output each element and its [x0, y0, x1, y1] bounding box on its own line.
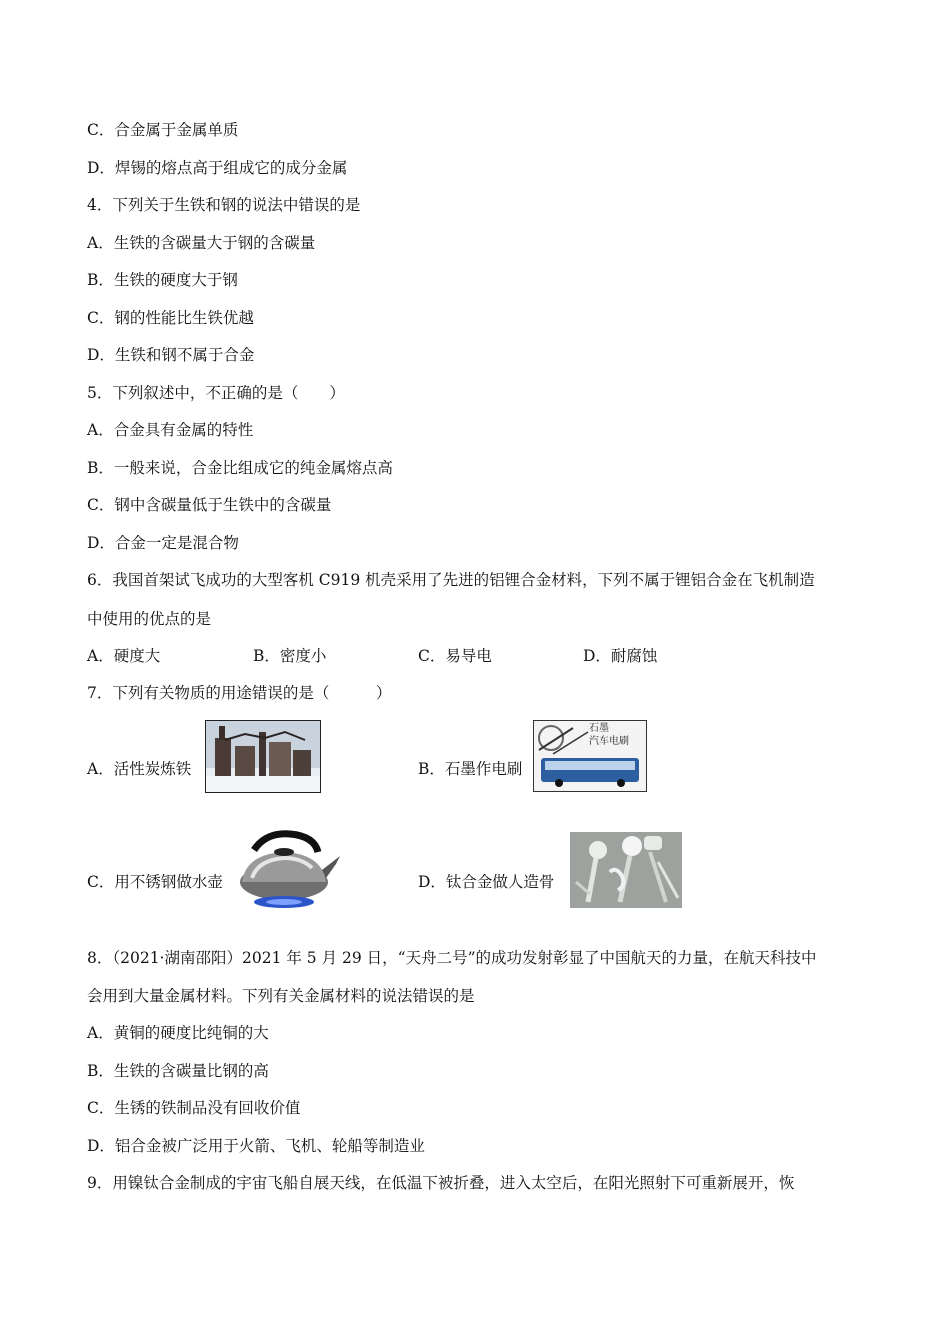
q5-option-c: C．钢中含碳量低于生铁中的含碳量 [87, 496, 332, 514]
steel-plant-image [205, 720, 321, 793]
q8-option-d: D．铝合金被广泛用于火箭、飞机、轮船等制造业 [87, 1137, 425, 1155]
q6-option-b: B．密度小 [253, 647, 327, 665]
q4-option-d: D．生铁和钢不属于合金 [87, 346, 255, 364]
q7-option-b: B．石墨作电刷 [418, 760, 523, 778]
titanium-bone-image [570, 832, 682, 908]
q3-option-d: D．焊锡的熔点高于组成它的成分金属 [87, 159, 348, 177]
q8-stem-line1: 8．（2021·湖南邵阳）2021 年 5 月 29 日，“天舟二号”的成功发射彰显了中国航天的力量，在航天科技中 [87, 949, 817, 967]
q8-stem-line2: 会用到大量金属材料。下列有关金属材料的说法错误的是 [87, 987, 475, 1005]
q8-option-b: B．生铁的含碳量比钢的高 [87, 1062, 269, 1080]
q3-option-c: C．合金属于金属单质 [87, 121, 239, 139]
q6-option-d: D．耐腐蚀 [583, 647, 658, 665]
trolley-bus-caption-1: 石墨 [589, 723, 609, 734]
q7-option-c: C．用不锈钢做水壶 [87, 873, 223, 891]
kettle-image [232, 828, 342, 910]
q4-option-c: C．钢的性能比生铁优越 [87, 309, 254, 327]
q9-stem-line1: 9．用镍钛合金制成的宇宙飞船自展天线，在低温下被折叠，进入太空后，在阳光照射下可重新展开，恢 [87, 1174, 795, 1192]
q5-option-b: B．一般来说，合金比组成它的纯金属熔点高 [87, 459, 393, 477]
q5-option-d: D．合金一定是混合物 [87, 534, 239, 552]
q4-option-b: B．生铁的硬度大于钢 [87, 271, 238, 289]
q5-option-a: A．合金具有金属的特性 [87, 421, 254, 439]
q7-option-a: A．活性炭炼铁 [87, 760, 192, 778]
q6-option-c: C．易导电 [418, 647, 492, 665]
q5-stem: 5．下列叙述中，不正确的是（ ） [87, 384, 345, 402]
q7-option-d: D．钛合金做人造骨 [418, 873, 555, 891]
q4-stem: 4．下列关于生铁和钢的说法中错误的是 [87, 196, 361, 214]
q6-stem-line2: 中使用的优点的是 [87, 610, 212, 628]
q8-option-a: A．黄铜的硬度比纯铜的大 [87, 1024, 269, 1042]
trolley-bus-caption-2: 汽车电刷 [589, 736, 629, 747]
q7-stem: 7．下列有关物质的用途错误的是（ ） [87, 684, 392, 702]
trolley-bus-image [533, 720, 647, 792]
q8-option-c: C．生锈的铁制品没有回收价值 [87, 1099, 301, 1117]
q6-option-a: A．硬度大 [87, 647, 161, 665]
q4-option-a: A．生铁的含碳量大于钢的含碳量 [87, 234, 316, 252]
q6-stem-line1: 6．我国首架试飞成功的大型客机 C919 机壳采用了先进的铝锂合金材料，下列不属于锂铝合金在飞机制造 [87, 571, 815, 589]
